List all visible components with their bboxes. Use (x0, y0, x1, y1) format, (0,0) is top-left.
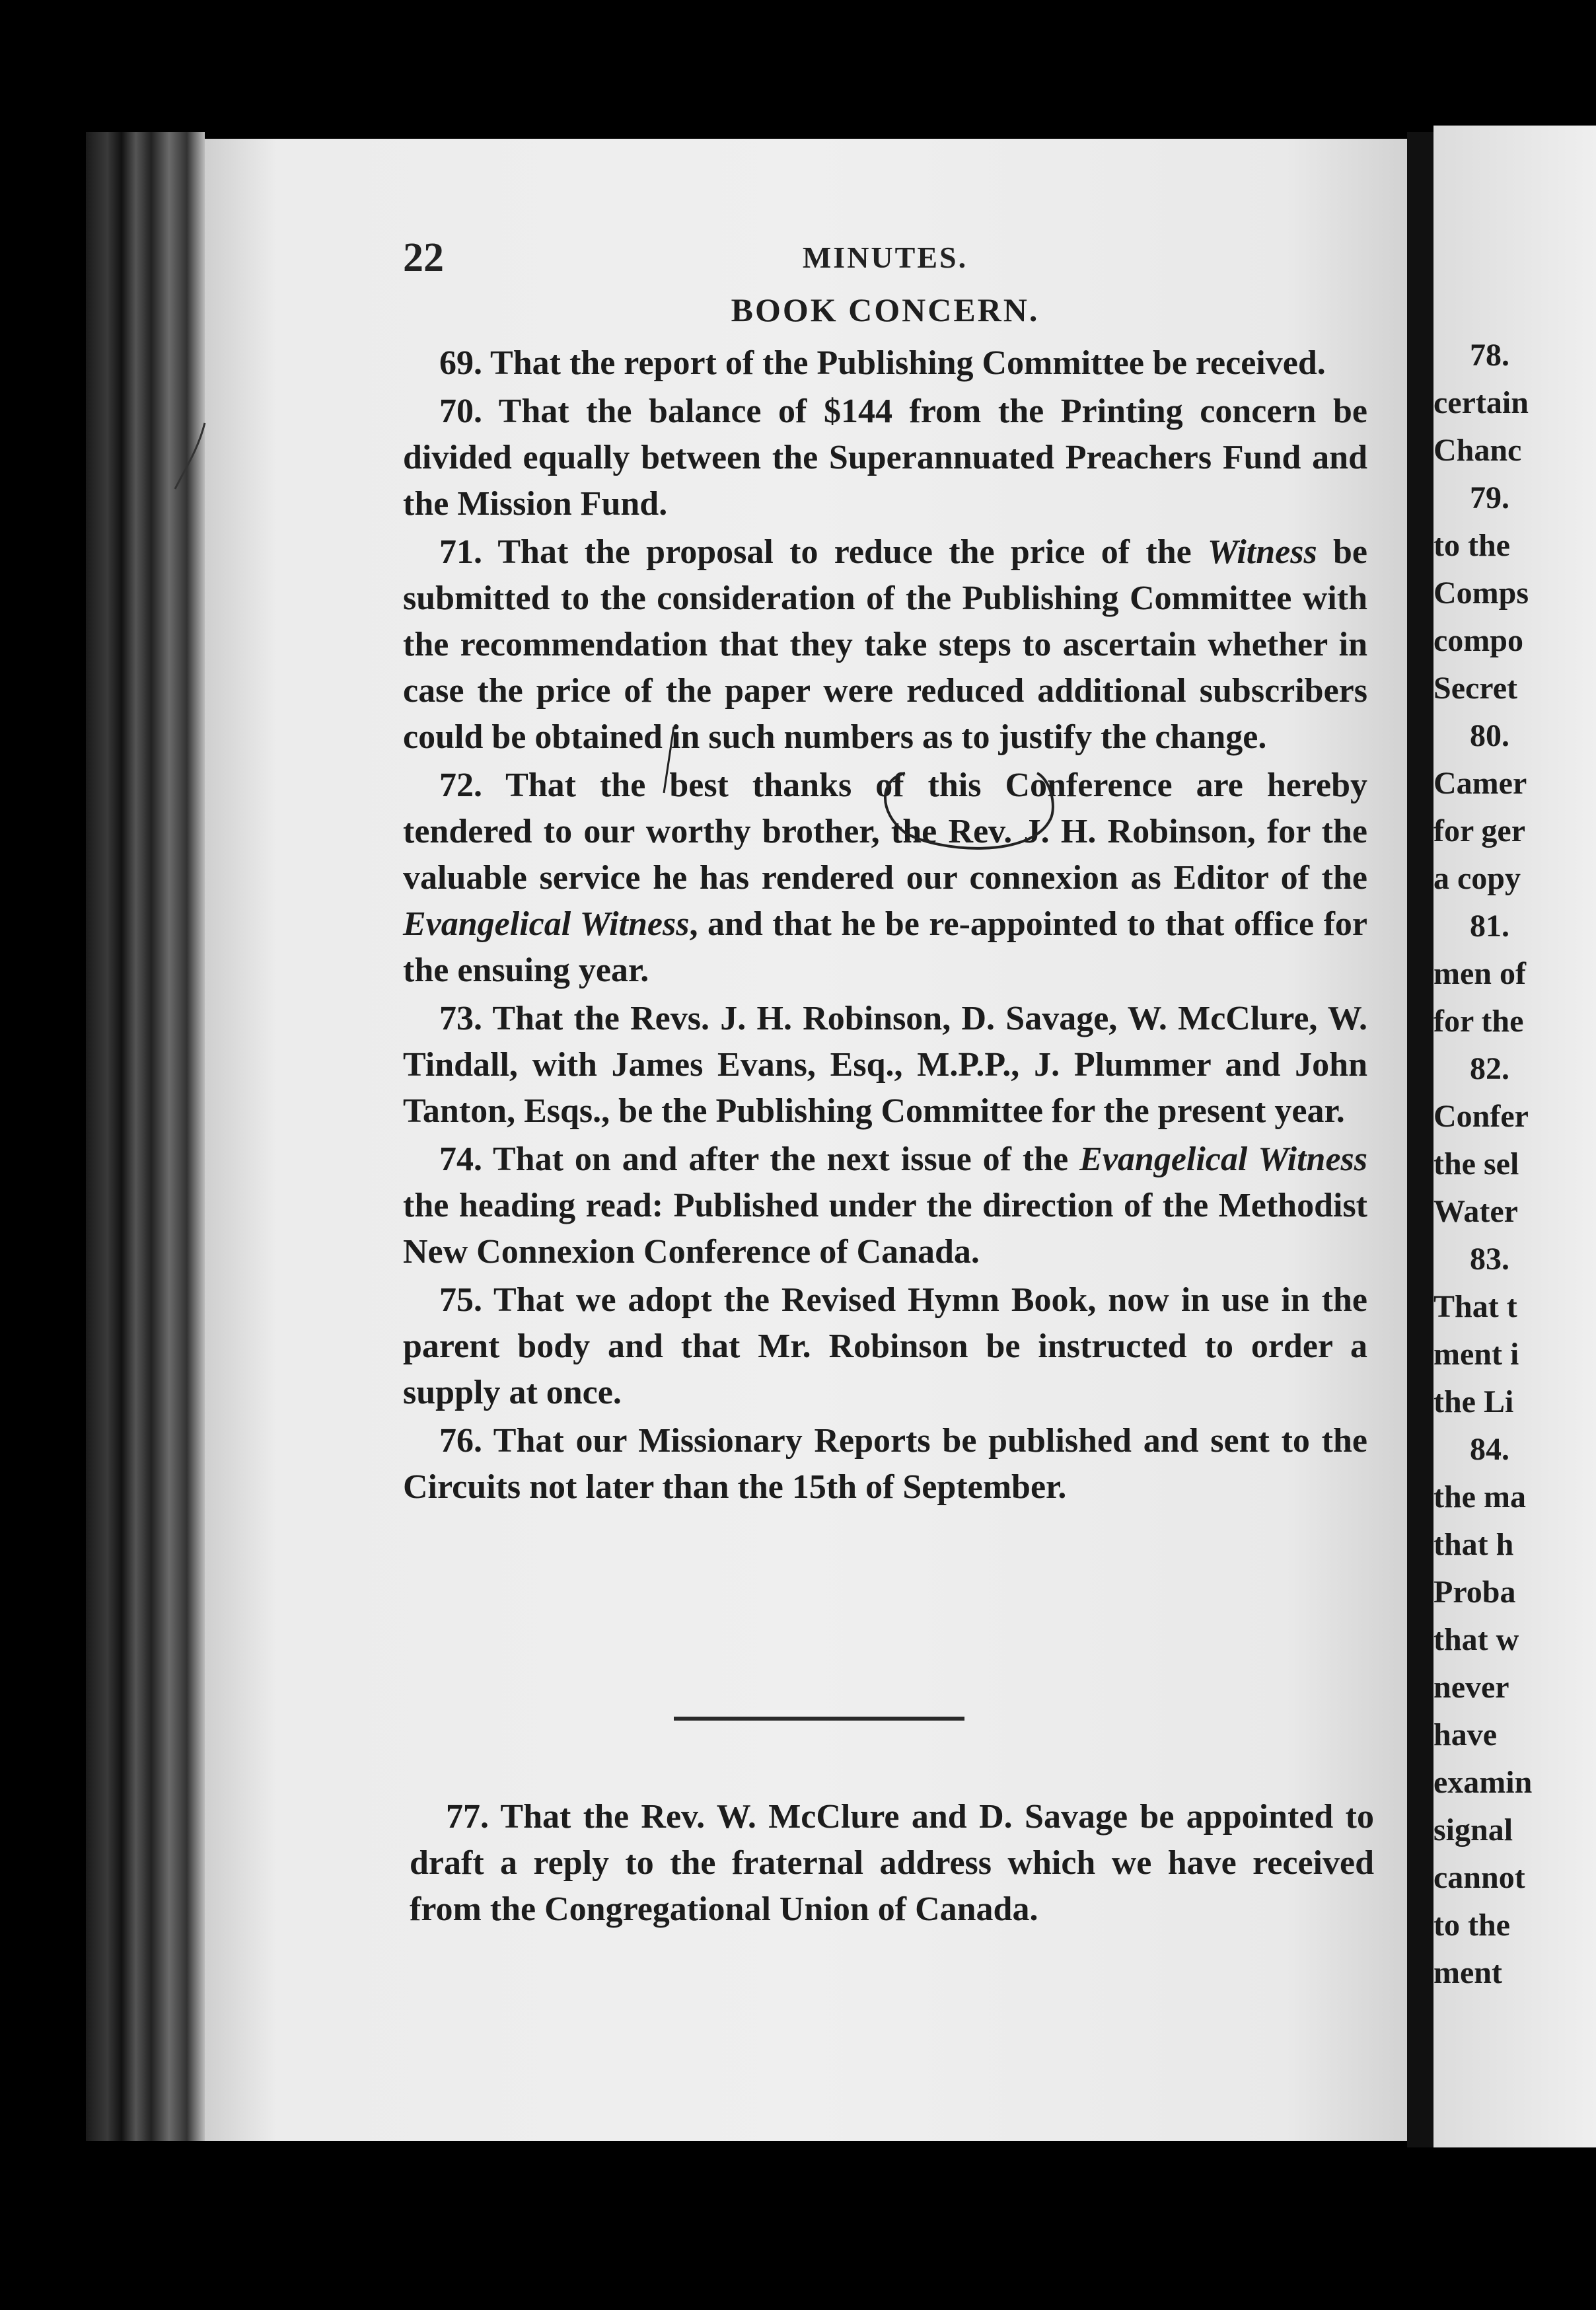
facing-page-line: the ma (1433, 1479, 1526, 1514)
facing-page-line: to the (1433, 528, 1510, 563)
facing-page-line: Proba (1433, 1575, 1516, 1610)
running-title: MINUTES. (802, 241, 968, 274)
facing-page-line: That t (1433, 1289, 1517, 1324)
paragraph: 70. That the balance of $144 from the Printing concern be divided equally between the Superannuated Preachers Fund and the Mission Fund. (403, 392, 1367, 523)
facing-page-line: that w (1433, 1622, 1519, 1657)
facing-page-line: Comps (1433, 576, 1529, 611)
paragraph-text: 74. That on and after the next issue of the (439, 1140, 1080, 1178)
paragraph: 73. That the Revs. J. H. Robinson, D. Savage, W. McClure, W. Tindall, with James Evans, Esq., M.P.P., J. Plummer and John Tanton, Esqs., be the Publishing Committee for the present year. (403, 1000, 1367, 1130)
facing-page-line: never (1433, 1670, 1509, 1705)
facing-page-line: 83. (1470, 1242, 1509, 1277)
paragraph-text: 72. That the best thanks of this Conference are hereby tendered to our worthy brother, the Rev. J. H. Robinson, for the valuable service he has rendered our connexion as Editor of the (403, 766, 1367, 897)
facing-page-line: Camer (1433, 766, 1527, 801)
facing-page-line: ment (1433, 1955, 1502, 1990)
facing-page-line: have (1433, 1717, 1497, 1752)
facing-page-line: 82. (1470, 1051, 1509, 1086)
facing-page-line: cannot (1433, 1860, 1525, 1895)
facing-page-line: the sel (1433, 1146, 1519, 1181)
facing-page-line: 84. (1470, 1432, 1509, 1467)
paragraph-text: , and that he be re-appointed to that office for the ensuing year. (403, 905, 1367, 989)
section-title: BOOK CONCERN. (731, 291, 1040, 328)
facing-page-line: Secret (1433, 671, 1518, 706)
facing-page-line: Chanc (1433, 433, 1522, 468)
facing-page-line: ment i (1433, 1337, 1519, 1372)
facing-page-line: for the (1433, 1004, 1524, 1039)
facing-page-line: Water (1433, 1194, 1518, 1229)
facing-page-line: examin (1433, 1765, 1533, 1800)
facing-page-line: to the (1433, 1908, 1510, 1943)
facing-page-line: the Li (1433, 1384, 1514, 1419)
facing-page-line: certain (1433, 385, 1529, 420)
facing-page-line: 81. (1470, 909, 1509, 944)
italic-title: Evangelical Witness (1079, 1140, 1367, 1178)
facing-page-line: 79. (1470, 480, 1509, 515)
facing-page-line: a copy (1433, 861, 1521, 896)
facing-page-line: Confer (1433, 1099, 1529, 1134)
paragraph-text: 71. That the proposal to reduce the price of the (439, 533, 1208, 571)
paragraph-text: the heading read: Published under the direction of the Methodist New Connexion Conference of Canada. (403, 1187, 1367, 1271)
paragraph: 76. That our Missionary Reports be published and sent to the Circuits not later than the 15th of September. (403, 1422, 1367, 1506)
italic-title: Witness (1208, 533, 1317, 571)
facing-page-line: that h (1433, 1527, 1514, 1562)
italic-title: Evangelical Witness (403, 905, 690, 943)
facing-page-line: signal (1433, 1812, 1513, 1847)
paragraph-text: be submitted to the consideration of the Publishing Committee with the recommendation that they take steps to ascertain whether in case the price of the paper were reduced additional subscribers could be obtained in such numbers as to justify the change. (403, 533, 1367, 756)
paragraph: 75. That we adopt the Revised Hymn Book, now in use in the parent body and that Mr. Robinson be instructed to order a supply at once. (403, 1281, 1367, 1411)
facing-page-line: compo (1433, 623, 1523, 658)
facing-page-line: 80. (1470, 718, 1509, 753)
page-number: 22 (403, 235, 444, 280)
facing-page-line: 78. (1470, 338, 1509, 373)
paragraph-77: 77. That the Rev. W. McClure and D. Savage be appointed to draft a reply to the fraternal address which we have received from the Congregational Union of Canada. (410, 1798, 1374, 1928)
facing-page-line: men of (1433, 956, 1526, 991)
paragraph: 69. That the report of the Publishing Committee be received. (439, 344, 1326, 382)
facing-page-line: for ger (1433, 813, 1526, 848)
